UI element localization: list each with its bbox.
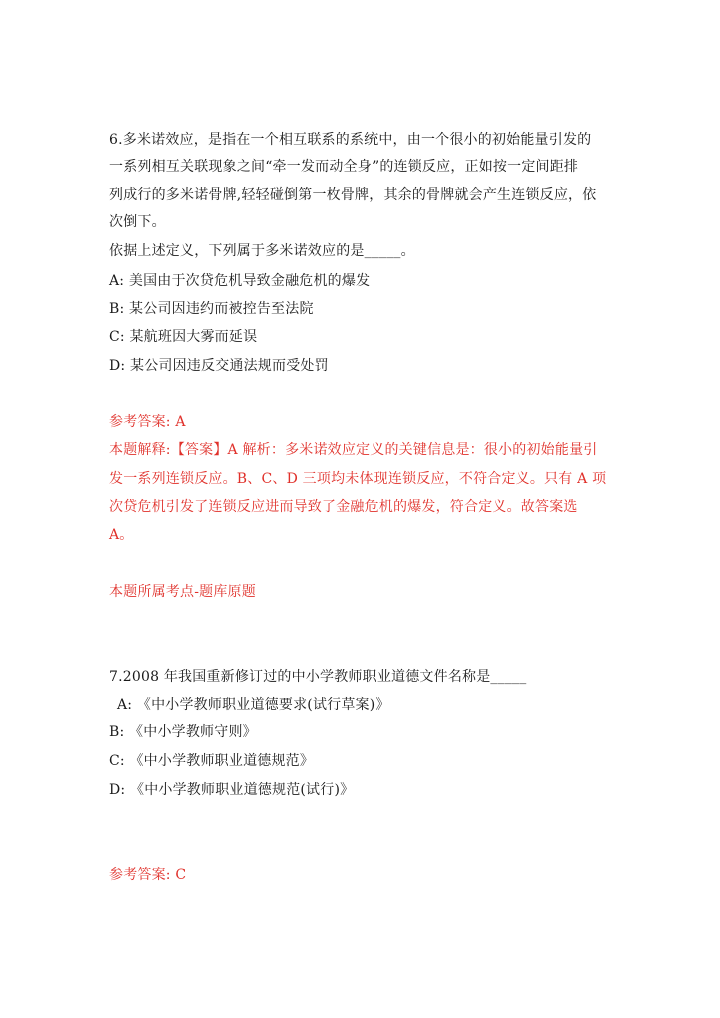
q7-answer: 参考答案: C — [109, 867, 187, 883]
q6-option-c: C: 某航班因大雾而延误 — [109, 329, 258, 345]
q7-option-b: B: 《中小学教师守则》 — [109, 724, 257, 740]
q7-option-c: C: 《中小学教师职业道德规范》 — [109, 753, 315, 769]
q6-option-a: A: 美国由于次贷危机导致金融危机的爆发 — [109, 273, 371, 289]
q6-stem-line-4: 次倒下。 — [109, 214, 166, 230]
q7-option-d: D: 《中小学教师职业道德规范(试行)》 — [109, 782, 355, 798]
q7-stem: 7.2008 年我国重新修订过的中小学教师职业道德文件名称是_____ — [109, 669, 527, 685]
q6-stem-line-2: 一系列相互关联现象之间“牵一发而动全身”的连锁反应，正如按一定间距排 — [109, 159, 579, 175]
q6-answer: 参考答案: A — [109, 414, 186, 430]
q6-stem-line-3: 列成行的多米诺骨牌,轻轻碰倒第一枚骨牌，其余的骨牌就会产生连锁反应，依 — [109, 187, 597, 203]
q6-source: 本题所属考点-题库原题 — [109, 584, 256, 600]
q6-stem-line-1: 6.多米诺效应，是指在一个相互联系的系统中，由一个很小的初始能量引发的 — [109, 132, 592, 148]
q6-explanation-line-4: A。 — [109, 527, 134, 543]
q6-explanation-line-3: 次贷危机引发了连锁反应进而导致了金融危机的爆发，符合定义。故答案选 — [109, 499, 578, 515]
q6-explanation-line-2: 发一系列连锁反应。B、C、D 三项均未体现连锁反应，不符合定义。只有 A 项 — [109, 471, 607, 487]
q6-prompt: 依据上述定义，下列属于多米诺效应的是_____。 — [109, 243, 415, 259]
q7-option-a: A: 《中小学教师职业道德要求(试行草案)》 — [117, 697, 390, 713]
q6-option-d: D: 某公司因违反交通法规而受处罚 — [109, 358, 329, 374]
q6-explanation-line-1: 本题解释:【答案】A 解析：多米诺效应定义的关键信息是：很小的初始能量引 — [109, 442, 598, 458]
q6-option-b: B: 某公司因违约而被控告至法院 — [109, 301, 314, 317]
